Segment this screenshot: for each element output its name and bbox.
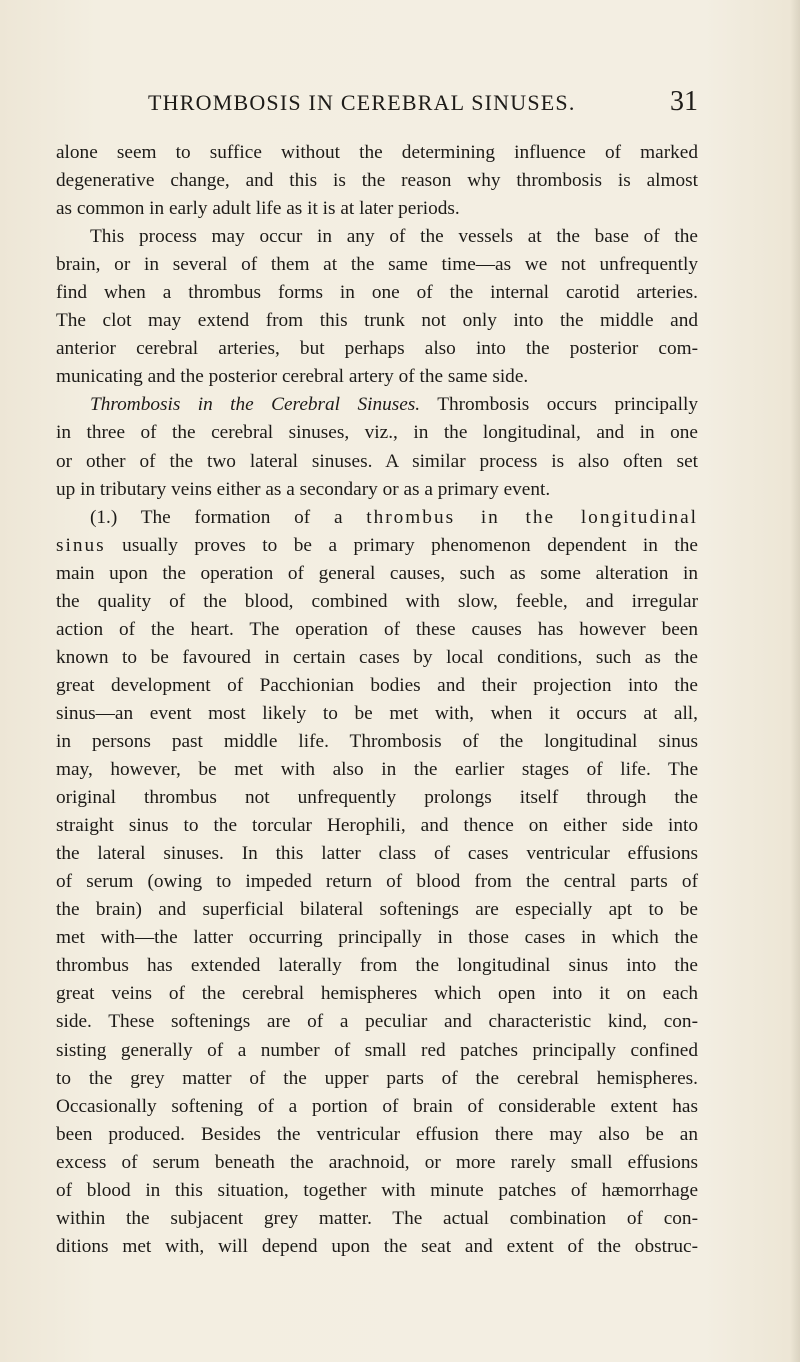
text-line: in persons past middle life. Thrombosis of the longitudinal sinus xyxy=(56,730,698,752)
section-first-line-rest: Thrombosis occurs principally xyxy=(437,394,698,416)
text-line: as common in early adult life as it is at later periods. xyxy=(56,198,460,220)
text-line: the lateral sinuses. In this latter class of cases ventricular effusions xyxy=(56,843,698,865)
page-number: 31 xyxy=(670,86,698,117)
running-title: THROMBOSIS IN CEREBRAL SINUSES. xyxy=(148,90,576,115)
text-line: may, however, be met with also in the earlier stages of life. The xyxy=(56,759,698,781)
text-line: The clot may extend from this trunk not only into the middle and xyxy=(56,310,698,332)
text-line: of serum (owing to impeded return of blood from the central parts of xyxy=(56,871,698,893)
spaced-term: thrombus in the longitudinal xyxy=(366,506,699,528)
paragraph-lead: The formation of a xyxy=(140,506,343,528)
body-text xyxy=(56,139,698,1261)
text-line: the quality of the blood, combined with slow, feeble, and irregular xyxy=(56,590,698,612)
text-line xyxy=(56,532,698,560)
running-head xyxy=(108,86,698,126)
text-line: thrombus has extended laterally from the longitudinal sinus into the xyxy=(56,955,698,977)
text-line: or other of the two lateral sinuses. A similar process is also often set xyxy=(56,450,698,472)
text-line: municating and the posterior cerebral artery of the same side. xyxy=(56,366,529,388)
text-line: degenerative change, and this is the reason why thrombosis is almost xyxy=(56,170,698,192)
text-line: within the subjacent grey matter. The actual combination of con- xyxy=(56,1207,698,1229)
numbered-paragraph-start xyxy=(56,504,698,532)
text-line: brain, or in several of them at the same time—as we not unfrequently xyxy=(56,254,698,276)
text-line: great veins of the cerebral hemispheres which open into it on each xyxy=(56,983,698,1005)
text-line: anterior cerebral arteries, but perhaps also into the posterior com- xyxy=(56,338,698,360)
text-line: known to be favoured in certain cases by local conditions, such as the xyxy=(56,646,698,668)
text-line: action of the heart. The operation of these causes has however been xyxy=(56,618,698,640)
text-line: great development of Pacchionian bodies and their projection into the xyxy=(56,674,698,696)
text-line: main upon the operation of general causes, such as some alteration in xyxy=(56,562,698,584)
text-line: sisting generally of a number of small red patches principally confined xyxy=(56,1039,698,1061)
text-line: Occasionally softening of a portion of brain of considerable extent has xyxy=(56,1095,698,1117)
text-line: of blood in this situation, together with minute patches of hæmorrhage xyxy=(56,1179,698,1201)
spaced-term-continued: sinus xyxy=(56,534,106,556)
text-line: met with—the latter occurring principally in those cases in which the xyxy=(56,927,698,949)
text-line: up in tributary veins either as a secondary or as a primary event. xyxy=(56,478,551,500)
section-heading-line xyxy=(56,391,698,419)
text-line: to the grey matter of the upper parts of the cerebral hemispheres. xyxy=(56,1067,698,1089)
text-line: in three of the cerebral sinuses, viz., in the longitudinal, and in one xyxy=(56,422,698,444)
text-line: ditions met with, will depend upon the seat and extent of the obstruc- xyxy=(56,1235,698,1257)
paragraph-number: (1.) xyxy=(90,506,118,528)
text-line: straight sinus to the torcular Herophili, and thence on either side into xyxy=(56,815,698,837)
page-edge-shadow xyxy=(790,0,800,1362)
text-line: alone seem to suffice without the determining influence of marked xyxy=(56,142,698,163)
text-line: sinus—an event most likely to be met with, when it occurs at all, xyxy=(56,702,698,724)
text-line: the brain) and superficial bilateral softenings are especially apt to be xyxy=(56,899,698,921)
section-heading: Thrombosis in the Cerebral Sinuses. xyxy=(90,394,421,416)
text-line: original thrombus not unfrequently prolongs itself through the xyxy=(56,787,698,809)
text-line: find when a thrombus forms in one of the internal carotid arteries. xyxy=(56,282,698,304)
text-line: been produced. Besides the ventricular effusion there may also be an xyxy=(56,1123,698,1145)
text-line: This process may occur in any of the vessels at the base of the xyxy=(90,226,698,248)
text-line: excess of serum beneath the arachnoid, or more rarely small effusions xyxy=(56,1151,698,1173)
text-line: side. These softenings are of a peculiar and characteristic kind, con- xyxy=(56,1011,698,1033)
paragraph-first-rest: usually proves to be a primary phenomenon dependent in the xyxy=(122,534,698,556)
